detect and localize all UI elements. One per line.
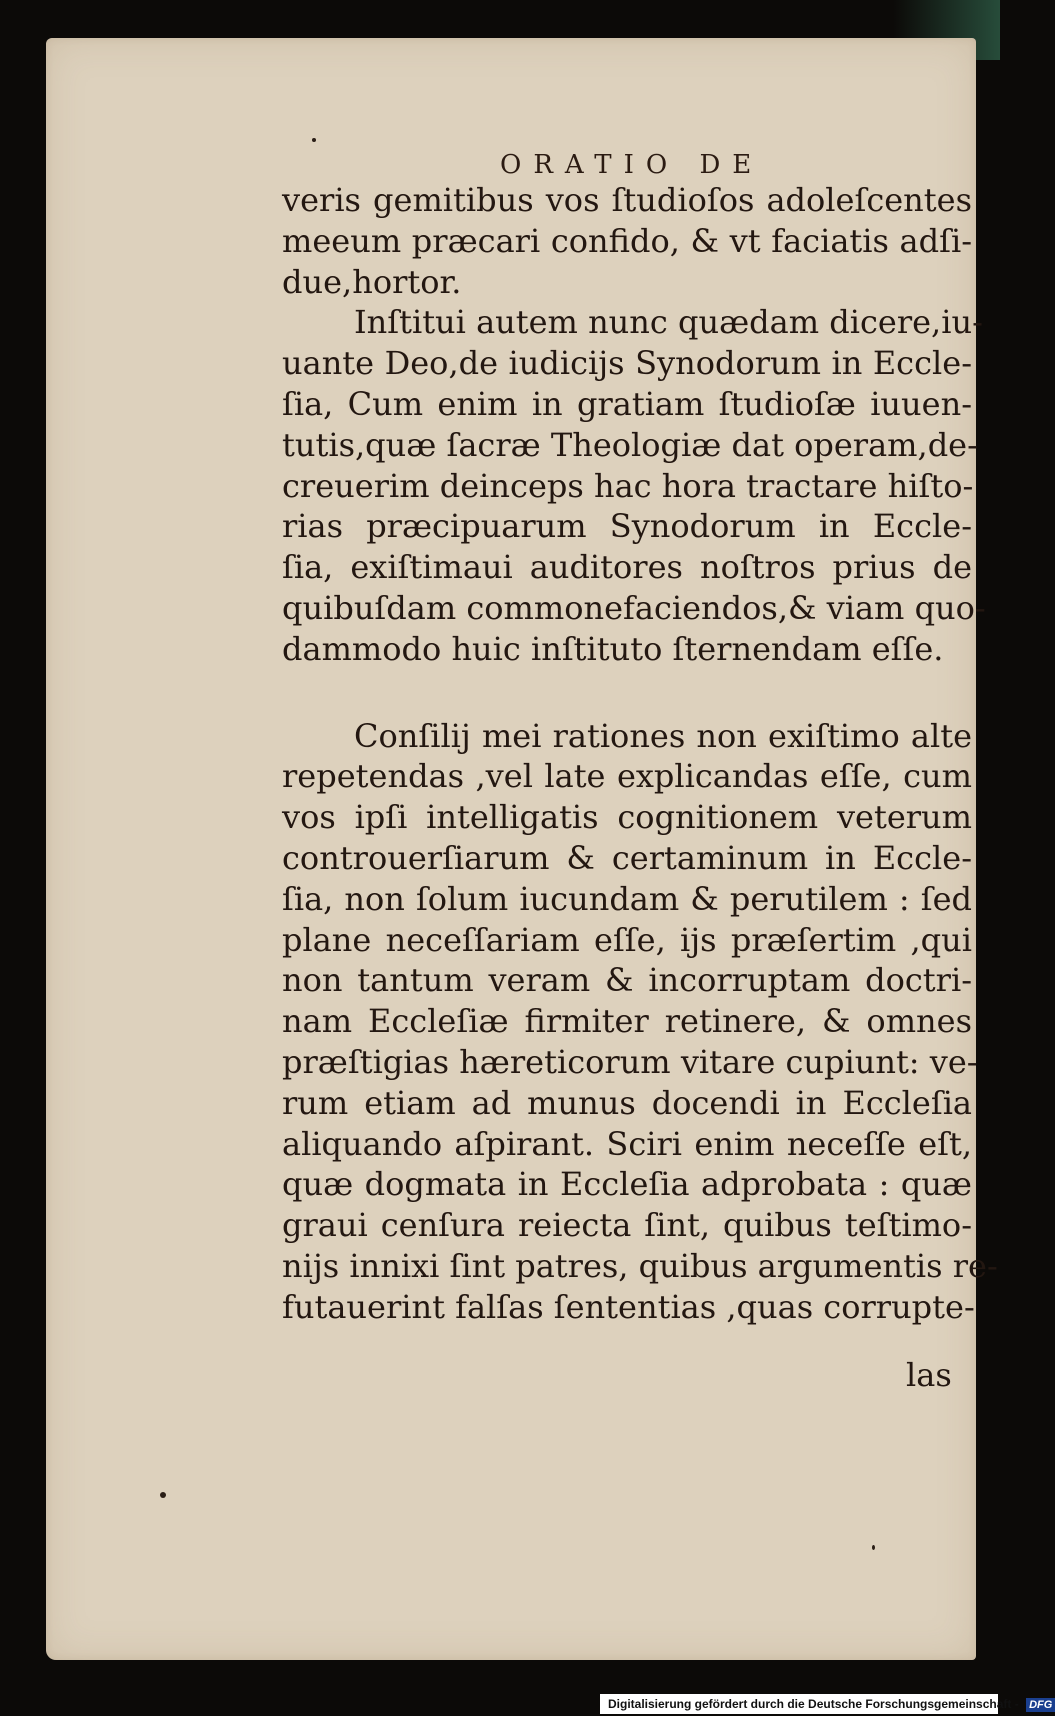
ink-speck (312, 138, 316, 142)
ink-speck (872, 1545, 875, 1550)
text-line: ſia, exiſtimaui auditores noſtros prius de (282, 548, 972, 587)
text-line: futauerint falſas ſententias ,quas corrupte- (282, 1287, 975, 1326)
text-line: quibuſdam commonefaciendos,& viam quo- (282, 588, 986, 627)
text-line: dammodo huic inſtituto ſternendam eſſe. (282, 629, 944, 668)
text-line: creuerim deinceps hac hora tractare hiſto- (282, 466, 974, 505)
text-line: plane neceſſariam eſſe, ijs præſertim ,qui (282, 920, 972, 959)
dfg-logo-icon: DFG (1026, 1698, 1055, 1712)
text-line: meeum præcari confido, & vt faciatis adſi- (282, 221, 972, 260)
text-line: ſia, non ſolum iucundam & perutilem : ſed (282, 879, 972, 918)
text-line: Inſtitui autem nunc quædam dicere,iu- (354, 303, 983, 342)
text-block (282, 180, 998, 1328)
text-line: nam Eccleſiæ firmiter retinere, & omnes (282, 1002, 972, 1041)
text-line: controuerſiarum & certaminum in Eccle- (282, 838, 972, 877)
text-line: aliquando aſpirant. Sciri enim neceſſe eſt, (282, 1124, 972, 1163)
digitization-footer (600, 1694, 1053, 1714)
paragraph-gap (282, 670, 972, 716)
text-line: rias præcipuarum Synodorum in Eccle- (282, 507, 972, 546)
text-line: quæ dogmata in Eccleſia adprobata : quæ (282, 1165, 972, 1204)
text-line: ſia, Cum enim in gratiam ſtudioſæ iuuen- (282, 384, 972, 423)
text-line: graui cenſura reiecta ſint, quibus teſtimo- (282, 1206, 972, 1245)
text-line: repetendas ,vel late explicandas eſſe, cum (282, 757, 972, 796)
running-header: ORATIO DE (500, 150, 764, 180)
text-line: rum etiam ad munus docendi in Eccleſia (282, 1083, 972, 1122)
text-line: tutis,quæ ſacræ Theologiæ dat operam,de- (282, 425, 978, 464)
text-line: veris gemitibus vos ſtudioſos adoleſcentes (282, 181, 972, 219)
text-line: Conſilij mei rationes non exiſtimo alte (354, 716, 972, 755)
text-line: præſtigias hæreticorum vitare cupiunt: ve- (282, 1042, 978, 1081)
text-line: uante Deo,de iudicijs Synodorum in Eccle- (282, 344, 972, 383)
text-line: non tantum veram & incorruptam doctri- (282, 961, 972, 1000)
footer-text: Digitalisierung gefördert durch die Deutsche Forschungsgemeinschaft - (608, 1697, 1019, 1711)
catchword: las (906, 1356, 952, 1394)
text-line: vos ipſi intelligatis cognitionem veterum (282, 798, 972, 837)
text-line: nijs innixi ſint patres, quibus argumentis re- (282, 1246, 998, 1285)
ink-speck (160, 1492, 166, 1498)
text-line: due,hortor. (282, 262, 462, 301)
